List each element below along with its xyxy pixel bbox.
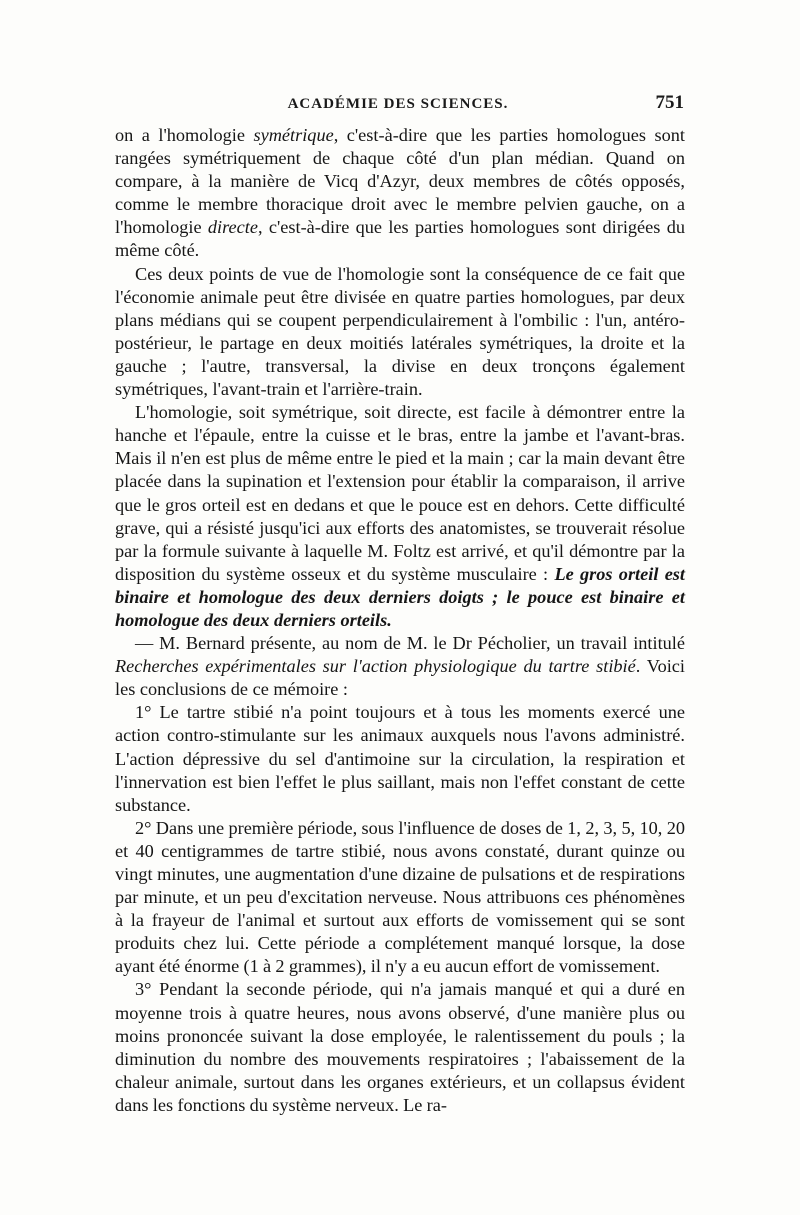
- paragraph-conclusion-2: [115, 817, 685, 979]
- paragraph-text: 3° Pendant la seconde période, qui n'a jamais manqué et qui a duré en moyenne trois à quatre heures, nous avons observé, d'une manière plus ou moins prononcée suivant la dose employée, le ralentissement du pouls ; la diminution du nombre des mouvements respiratoires ; l'abaissement de la chaleur animale, surtout dans les organes extérieurs, et un collapsus évident dans les fonctions du système nerveux. Le ra-: [115, 979, 685, 1115]
- italic-memoir-title: Recherches expérimentales sur l'action physiologique du tartre stibié: [115, 656, 636, 677]
- paragraph-text: , c'est-à-dire que les parties homologues sont rangées symétriquement de chaque côté d'un plan médian. Quand on compare, à la manière de Vicq d'Azyr, deux membres de côtés opposés, comme le membre thoracique droit avec le membre pelvien gauche, on a l'homologie: [115, 125, 685, 238]
- page-number: 751: [655, 92, 684, 113]
- italic-term-symetrique: symétrique: [253, 125, 334, 145]
- paragraph-text: Ces deux points de vue de l'homologie sont la conséquence de ce fait que l'économie animale peut être divisée en quatre parties homologues, par deux plans médians qui se coupent perpendiculairement à l'ombilic : l'un, antéro-postérieur, le partage en deux moitiés latérales symétriques, la droite et la gauche ; l'autre, transversal, la divise en deux tronçons également symétriques, l'avant-train et l'arrière-train.: [115, 263, 685, 400]
- paragraph-text: , c'est-à-dire que les parties homologues sont dirigées du même côté.: [115, 217, 686, 261]
- paragraph-text: on a l'homologie: [115, 125, 254, 145]
- paragraph-conclusion-3: [115, 978, 685, 1117]
- italic-term-directe: directe: [207, 217, 258, 238]
- paragraph-text: 2° Dans une première période, sous l'influence de doses de 1, 2, 3, 5, 10, 20 et 40 centigrammes de tartre stibié, nous avons constaté, durant quinze ou vingt minutes, une augmentation d'une dizaine de pulsations et de respirations par minute, et un peu d'excitation nerveuse. Nous attribuons ces phénomènes à la frayeur de l'animal et surtout aux efforts de vomissement qui se sont produits chez lui. Cette période a complétement manqué lorsque, la dose ayant été énorme (1 à 2 grammes), il n'y a eu aucun effort de vomissement.: [115, 817, 685, 977]
- italic-formula: Le gros orteil est binaire et homologue des deux derniers doigts ; le pouce est binaire et homologue des deux derniers orteils.: [115, 563, 686, 630]
- paragraph-text: 1° Le tartre stibié n'a point toujours et à tous les moments exercé une action contro-stimulante sur les animaux auxquels nous l'avons administré. L'action dépressive du sel d'antimoine sur la circulation, la respiration et l'innervation est bien l'effet le plus saillant, mais non l'effet constant de cette substance.: [115, 702, 685, 815]
- paragraph-text: — M. Bernard présente, au nom de M. le Dr Pécholier, un travail intitulé: [135, 633, 685, 654]
- paragraph-homologie-definitions: [115, 124, 685, 263]
- page-header: [112, 92, 684, 118]
- paragraph-text: . Voici les conclusions de ce mémoire :: [115, 656, 685, 700]
- running-head: ACADÉMIE DES SCIENCES.: [287, 96, 509, 112]
- paragraph-conclusion-1: [115, 701, 685, 816]
- paragraph-plans-medians: [115, 263, 685, 402]
- paragraph-foltz-formula: [115, 401, 685, 632]
- paragraph-bernard-presentation: [115, 632, 685, 701]
- body-text: [115, 124, 685, 1117]
- paragraph-text: L'homologie, soit symétrique, soit directe, est facile à démontrer entre la hanche et l'épaule, entre la cuisse et le bras, entre la jambe et l'avant-bras. Mais il n'en est plus de même entre le pied et la main ; car la main devant être placée dans la supination et l'extension pour établir la comparaison, il arrive que le gros orteil est en dedans et que le pouce est en dehors. Cette difficulté grave, qui a résisté jusqu'ici aux efforts des anatomistes, se trouverait résolue par la formule suivante à laquelle M. Foltz est arrivé, et qu'il démontre par la disposition du système osseux et du système musculaire :: [115, 402, 685, 584]
